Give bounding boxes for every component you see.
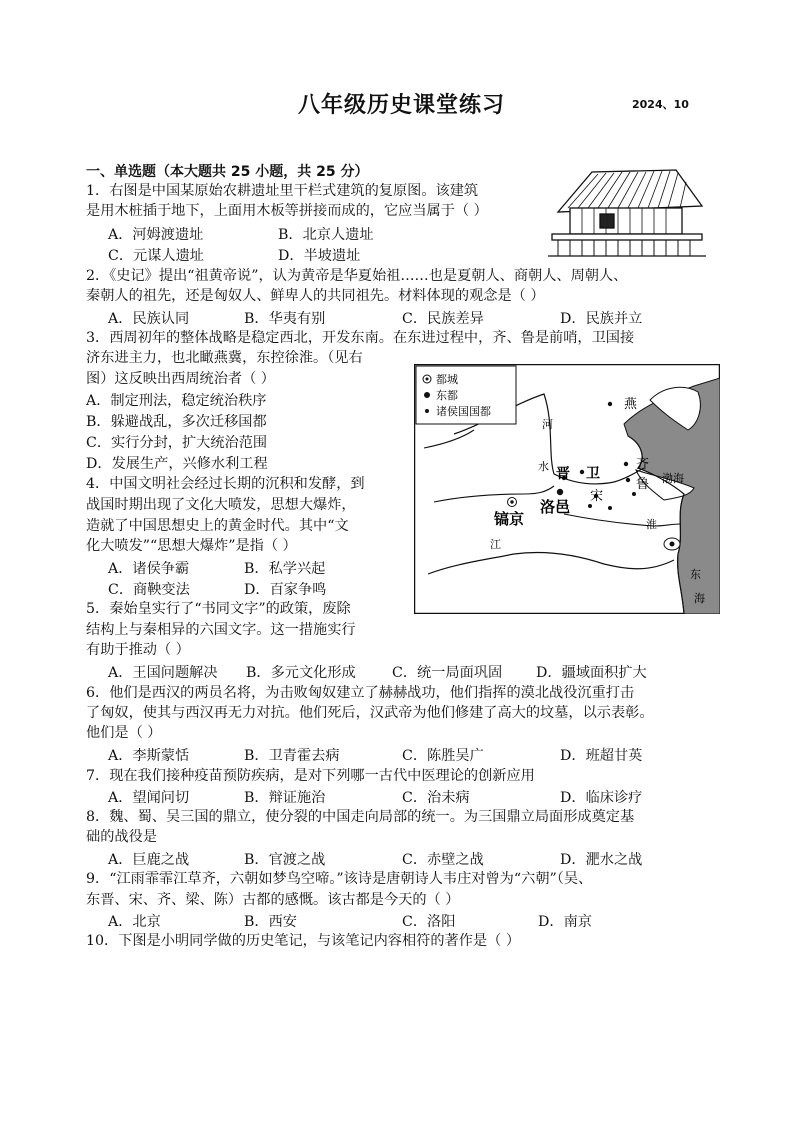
q4-option-a[interactable]: A．诸侯争霸: [108, 561, 190, 577]
q6-option-d[interactable]: D．班超甘英: [560, 748, 643, 764]
q4-option-d[interactable]: D．百家争鸣: [244, 582, 327, 598]
q8-option-b[interactable]: B．官渡之战: [244, 852, 326, 868]
q8-option-d[interactable]: D．淝水之战: [560, 852, 643, 868]
date-label: 2024、10: [632, 98, 689, 111]
question-1-line-1: 1．右图是中国某原始农耕遗址里干栏式建筑的复原图。该建筑: [86, 183, 479, 199]
map-label-yan: 燕: [624, 397, 638, 412]
question-6-line-1: 6．他们是西汉的两员名将，为击败匈奴建立了赫赫战功，他们指挥的漠北战役沉重打击: [86, 685, 635, 701]
question-5-line-2: 结构上与秦相异的六国文字。这一措施实行: [86, 622, 356, 638]
map-label-shui: 水: [538, 460, 549, 473]
q3-option-d[interactable]: D．发展生产，兴修水利工程: [86, 456, 268, 472]
q1-option-c[interactable]: C．元谋人遗址: [108, 248, 204, 264]
q5-option-c[interactable]: C．统一局面巩固: [392, 665, 503, 681]
q1-option-a[interactable]: A．河姆渡遗址: [108, 227, 204, 243]
map-label-donghai-2: 海: [694, 592, 705, 605]
question-8-line-2: 础的战役是: [86, 829, 157, 845]
legend-eastern-capital: 东都: [436, 389, 458, 402]
map-label-donghai-1: 东: [690, 568, 701, 581]
q3-option-a[interactable]: A．制定刑法，稳定统治秩序: [86, 393, 267, 409]
map-label-he: 河: [542, 418, 553, 431]
q2-option-a[interactable]: A．民族认同: [108, 311, 190, 327]
page-title: 八年级历史课堂练习: [298, 93, 506, 118]
q7-option-c[interactable]: C．治未病: [402, 790, 470, 806]
question-4-line-3: 造就了中国思想史上的黄金时代。其中“文: [86, 518, 349, 534]
section-heading: 一、单选题（本大题共 25 小题，共 25 分）: [86, 164, 369, 180]
q1-option-d[interactable]: D．半坡遗址: [278, 248, 361, 264]
question-5-line-3: 有助于推动（ ）: [86, 642, 190, 658]
q9-option-b[interactable]: B．西安: [244, 914, 297, 930]
question-10-line-1: 10．下图是小明同学做的历史笔记，与该笔记内容相符的著作是（ ）: [86, 933, 521, 949]
map-label-song: 宋: [590, 489, 604, 504]
question-2-line-2: 秦朝人的祖先，还是匈奴人、鲜卑人的共同祖先。材料体现的观念是（ ）: [86, 288, 545, 304]
q9-option-d[interactable]: D．南京: [538, 914, 592, 930]
q1-option-b[interactable]: B．北京人遗址: [278, 227, 374, 243]
question-4-line-1: 4．中国文明社会经过长期的沉积和发酵，到: [86, 476, 365, 492]
map-label-huai: 淮: [646, 518, 657, 531]
question-4-line-2: 战国时期出现了文化大喷发，思想大爆炸，: [86, 497, 356, 513]
q9-option-c[interactable]: C．洛阳: [402, 914, 456, 930]
map-label-bohai: 渤海: [662, 472, 684, 485]
question-6-line-3: 他们是（ ）: [86, 725, 162, 741]
question-5-line-1: 5．秦始皇实行了“书同文字”的政策，废除: [86, 601, 351, 617]
western-zhou-map: [414, 364, 720, 614]
question-9-line-2: 东晋、宋、齐、梁、陈）古都的感慨。该古都是今天的（ ）: [86, 892, 460, 908]
map-label-wei: 卫: [586, 466, 600, 482]
question-6-line-2: 了匈奴，使其与西汉再无力对抗。他们死后，汉武帝为他们修建了高大的坟墓，以示表彰。: [86, 705, 654, 721]
q7-option-b[interactable]: B．辩证施治: [244, 790, 326, 806]
q6-option-b[interactable]: B．卫青霍去病: [244, 748, 340, 764]
q8-option-c[interactable]: C．赤壁之战: [402, 852, 484, 868]
q4-option-c[interactable]: C．商鞅变法: [108, 582, 190, 598]
q3-option-c[interactable]: C．实行分封，扩大统治范围: [86, 435, 268, 451]
q6-option-c[interactable]: C．陈胜吴广: [402, 748, 484, 764]
map-label-haojing: 镐京: [494, 510, 525, 528]
q3-option-b[interactable]: B．躲避战乱，多次迁移国都: [86, 414, 267, 430]
q8-option-a[interactable]: A．巨鹿之战: [108, 852, 190, 868]
q2-option-c[interactable]: C．民族差异: [402, 311, 484, 327]
q4-option-b[interactable]: B．私学兴起: [244, 561, 326, 577]
map-label-jiang: 江: [490, 538, 501, 551]
q9-option-a[interactable]: A．北京: [108, 914, 161, 930]
legend-vassal-capital: 诸侯国国都: [436, 405, 491, 418]
question-3-line-3: 图）这反映出西周统治者（ ）: [86, 371, 275, 387]
q5-option-a[interactable]: A．王国问题解决: [108, 665, 218, 681]
question-3-line-1: 3．西周初年的整体战略是稳定西北，开发东南。在东进过程中，齐、鲁是前哨，卫国接: [86, 330, 635, 346]
question-9-line-1: 9．“江雨霏霏江草齐，六朝如梦鸟空啼。”该诗是唐朝诗人韦庄对曾为“六朝”（吴、: [86, 871, 593, 887]
question-8-line-1: 8．魏、蜀、吴三国的鼎立，使分裂的中国走向局部的统一。为三国鼎立局面形成奠定基: [86, 809, 635, 825]
q5-option-b[interactable]: B．多元文化形成: [246, 665, 356, 681]
q6-option-a[interactable]: A．李斯蒙恬: [108, 748, 190, 764]
q7-option-d[interactable]: D．临床诊疗: [560, 790, 643, 806]
q2-option-b[interactable]: B．华夷有别: [244, 311, 326, 327]
question-7-line-1: 7．现在我们接种疫苗预防疾病，是对下列哪一古代中医理论的创新应用: [86, 768, 535, 784]
map-label-qi: 齐: [636, 457, 650, 472]
legend-capital: 都城: [436, 373, 458, 386]
question-4-line-4: 化大喷发”“思想大爆炸”是指（ ）: [86, 538, 297, 554]
stilt-house-illustration: [548, 168, 706, 260]
question-3-line-2: 济东进主力，也北瞰燕冀，东控徐淮。（见右: [86, 350, 363, 366]
map-label-luoyi: 洛邑: [540, 498, 571, 516]
map-label-jin: 晋: [556, 466, 570, 482]
q2-option-d[interactable]: D．民族并立: [560, 311, 643, 327]
question-1-line-2: 是用木桩插于地下，上面用木板等拼接而成的，它应当属于（ ）: [86, 203, 488, 219]
map-label-lu: 鲁: [636, 477, 650, 492]
q7-option-a[interactable]: A．望闻问切: [108, 790, 190, 806]
question-2-line-1: 2．《史记》提出“祖黄帝说”，认为黄帝是华夏始祖……也是夏朝人、商朝人、周朝人、: [86, 268, 628, 284]
q5-option-d[interactable]: D．疆域面积扩大: [536, 665, 647, 681]
